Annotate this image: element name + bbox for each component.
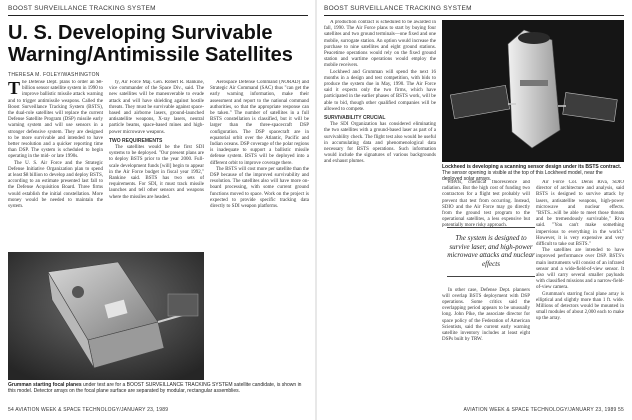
paragraph: Grumman's starring focal plane array is elliptical and slightly more than 1 ft. wide. Millions of detectors would be mounted in small modules of about 2,000 each to make up the array. — [536, 291, 624, 322]
lockheed-model-illustration — [442, 20, 624, 162]
right-page — [316, 0, 632, 420]
paragraph: The SDI Organization has considered eliminating the two satellites with a ground-based laser as part of a survivability check. The flight test also would be useful in accumulating data and phenomenological data necessary for BSTS operations. Such information would include the signatures of various backgrounds and exhaust plumes. — [324, 122, 436, 165]
paragraph: The BSTS will cost more per satellite than the DSP because of the improved survivability and resolution. The satellites also will have more on-board processing, with some current ground functions moved to space. Work on the project is expected to provide specific tracking data directly to SDI weapon platforms. — [210, 166, 309, 210]
left-column-3 — [210, 80, 309, 388]
right-column-2 — [442, 180, 530, 402]
subheading: TWO REQUIREMENTS — [109, 137, 163, 144]
caption-text: under test are for a BOOST SURVEILLANCE TRACKING SYSTEM satellite candidate, is shown in this model. Detector arrays on the focal plane surface are separated by modular, rectangular assemblies. — [8, 382, 302, 394]
paragraph: The satellites would be the first SDI systems to be deployed. "Our present plans are to deploy BSTS prior to the year 2000. Full-scale development funds [will] begin to appear in the Air Force budget in fiscal year 1992," Rankine said. BSTS has two sets of requirements. For SDI, it must track missile launches and tell other sensors and weapons where the missiles are headed. — [109, 145, 204, 200]
right-column-3 — [536, 180, 624, 402]
satellite-model-illustration — [8, 252, 204, 380]
left-column-1 — [8, 80, 103, 248]
header-rule — [8, 15, 308, 16]
right-column-1 — [324, 20, 436, 402]
paragraph: The satellites are intended to have improved performance over DSP. BSTS's main instruments will consist of an infrared sensor and a wide-field-of-view sensor. It also will carry several smaller payloads with classified missions and a narrow-field-of-view camera. — [536, 248, 624, 291]
paragraph: Lockheed and Grumman will spend the next 16 months in a design and test competition, with bids to produce the system due in May, 1990. The Air Force said it expects only the two firms, which have participated in the earlier phases of BSTS work, will be able to bid, though other qualified companies will be allowed to compete. — [324, 69, 436, 112]
folio-right: AVIATION WEEK & SPACE TECHNOLOGY/JANUARY 23, 1989 55 — [463, 407, 624, 413]
paragraph: Air Force Col. Denis Riva, SDIO director of architecture and analysis, said BSTS is designed to survive attack by lasers, antisatellite weapons, high-power microwave and nuclear effects. "BSTS...will be able to meet those threats and be tremendously survivable," Riva said. "You can't make something impervious to everything in the world." However, it is very expensive and very difficult to take out BSTS." — [536, 180, 624, 248]
drop-cap: T — [8, 80, 21, 98]
caption-lead: Lockheed is developing a scanning sensor design under its BSTS contract. — [442, 164, 622, 170]
pull-quote: The system is designed to survive laser, and high-power microwave attacks and nuclear effects — [447, 227, 535, 277]
subheading: SURVIVABILITY CRUCIAL — [324, 115, 386, 122]
caption-text: The sensor opening is visible at the top of this Lockheed model, near the deployed solar arrays. — [442, 170, 603, 182]
photo-caption-left — [8, 382, 308, 394]
paragraph: Aerospace Defense Command (NORAD) and Strategic Air Command (SAC) thus "can get the early warning information, make their assessment and report to the national command authorities, so that the appropriate response can be taken." The number of satellites in a full BSTS constellation is classified, but it will be larger than the three-spacecraft DSP configuration. The DSP spacecraft are in equatorial orbit over the Atlantic, Pacific and Indian oceans. DSP coverage of the polar regions is inadequate to support a ballistic missile defense system. BSTS will be deployed into a different orbit to improve coverage there. — [210, 80, 309, 166]
lockheed-satellite-photo — [442, 20, 624, 162]
byline: THERESA M. FOLEY/WASHINGTON — [8, 72, 100, 78]
paragraph: ty, Air Force Maj. Gen. Robert R. Rankine, vice commander of the Space Div., said. The new satellites will be maneuverable to evade attack and will have shielding against hostile threats. They must be survivable against space-based and airborne lasers, ground-launched antisatellite weapons, X-ray lasers, neutral particle beams, space-based mines and high-power microwave weapons. — [109, 80, 204, 135]
caption-lead: Grumman starting focal planes — [8, 382, 82, 388]
paragraph: The U. S. Air Force and the Strategic Defense Initiative Organization plan to spend at least $8 billion to develop and deploy BSTS, according to an estimate presented last fall to the Defense Acquisition Board. Three firms would establish the initial constellation. More money would be needed to maintain the system. — [8, 160, 103, 210]
grumman-satellite-photo — [8, 252, 204, 380]
left-column-2 — [109, 80, 204, 248]
paragraph: effects, chemical fluorescence and radiation. But the high cost of funding two contractors for a flight test probably will prevent that test from occurring. Instead, SDIO and the Air Force may go directly from the ground test program to the operational satellites, a less expensive but potentially more risky approach. — [442, 180, 530, 229]
paragraph: he Defense Dept. plans to order an $8-billion sensor satellite system in 1990 to improve ballistic missile attack warning and to trigger antimissile weapons. Called the Boost Surveillance Tracking System (BSTS), the dual-role satellites will replace the current Defense Satellite Program (DSP) missile early warning system and will use sensors in a stronger defensive system. They are designed to be more survivable and intended to have better resolution and a quicker reporting time than DSP. The system is scheduled to begin operating in the mid- or late 1990s. — [8, 80, 103, 160]
paragraph: A production contract is scheduled to be awarded in fall, 1990. The Air Force plans to start by buying four satellites and two ground terminals—one fixed and one mobile, surrogate station. An option would increase the purchase to nine satellites and eight ground stations. Peacetime operations would rely on the fixed ground station and wartime operations would employ the mobile receivers. — [324, 20, 436, 69]
running-header: BOOST SURVEILLANCE TRACKING SYSTEM — [324, 5, 472, 12]
article-title: U. S. Developing Survivable Warning/Antimissile Satellites — [8, 22, 293, 66]
folio-left: 54 AVIATION WEEK & SPACE TECHNOLOGY/JANUARY 23, 1989 — [8, 407, 169, 413]
header-rule — [324, 15, 624, 16]
running-header: BOOST SURVEILLANCE TRACKING SYSTEM — [8, 5, 156, 12]
paragraph: In other case, Defense Dept. planners will overlap BSTS deployment with DSP operations. Some critics said the overlapping period appears to be unusually long. John Pike, the associate director for space policy of the Federation of American Scientists, said the current early warning satellite inventory includes at least eight DSPs built by TRW. — [442, 287, 530, 343]
